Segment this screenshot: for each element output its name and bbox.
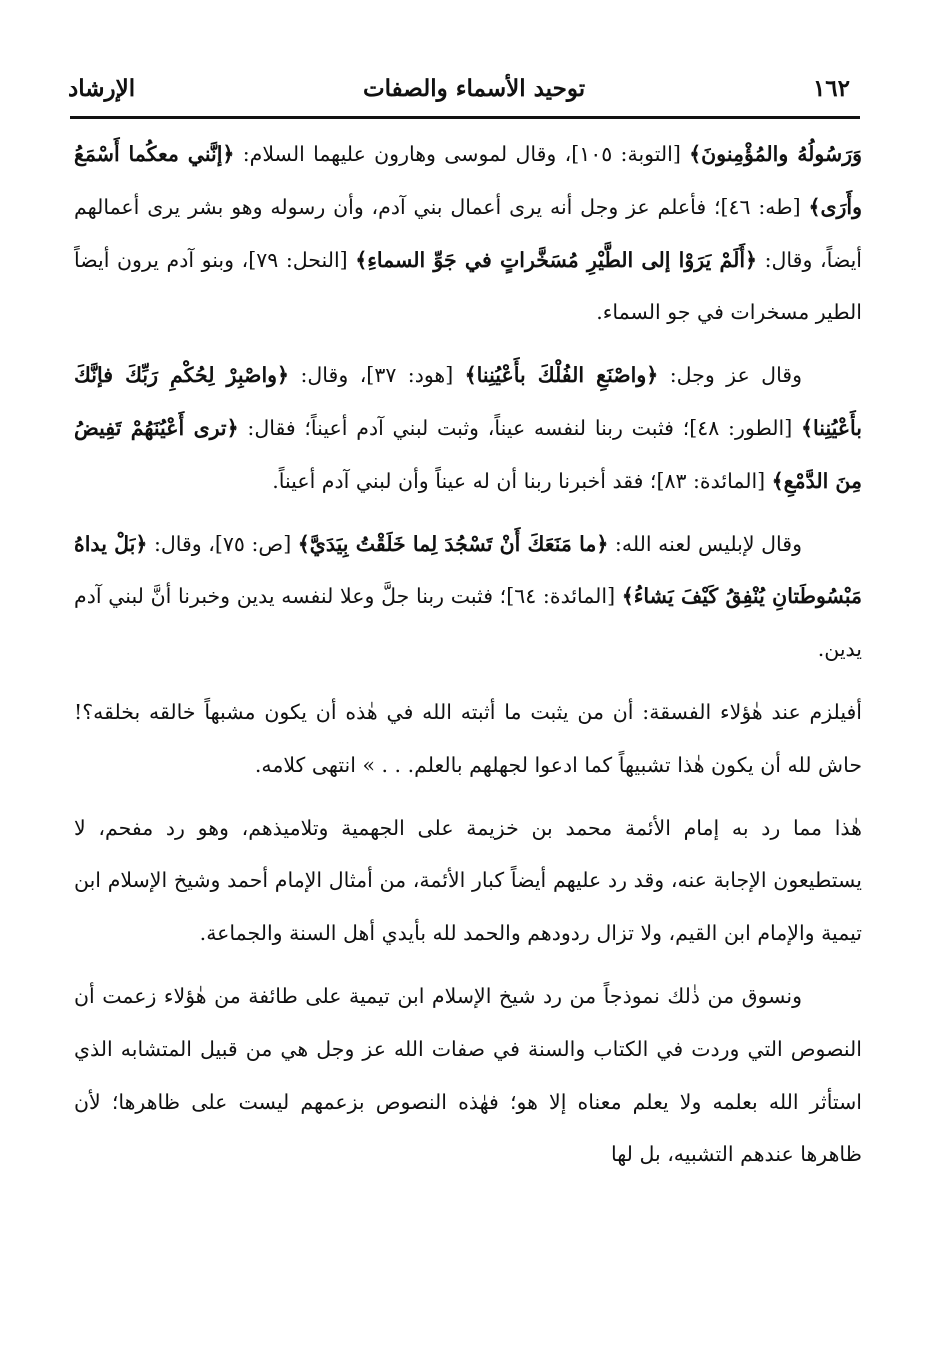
paragraph-text: [المائدة: ٨٣]؛ فقد أخبرنا ربنا أن له عيناً وأن لبني آدم أعيناً. [272, 468, 772, 493]
paragraph-text: [ص: ٧٥]، وقال: [147, 531, 298, 556]
paragraph-text: [هود: ٣٧]، وقال: [289, 363, 465, 388]
book-title: الإرشاد [68, 74, 136, 102]
paragraph-text: أفيلزم عند هٰؤلاء الفسقة: أن من يثبت ما أثبته الله في هٰذه أن يكون مشبهاً خالقه بخلقه؟! حاش لله أن يكون هٰذا تشبيهاً كما ادعوا لجهلهم بالعلم. . . » انتهى كلامه. [74, 699, 862, 777]
paragraph [74, 518, 862, 676]
paragraph [74, 349, 862, 507]
quran-quote: ﴿أَلَمْ يَرَوْا إلى الطَّيْرِ مُسَخَّراتٍ في جَوِّ السماءِ﴾ [355, 247, 758, 272]
quran-quote: ﴿واصْبِرْ لِحُكْمِ رَبِّكَ فإنَّكَ بأَعْيُنِنا﴾ [74, 363, 862, 440]
paragraph-text: [المائدة: ٦٤]؛ فثبت ربنا جلَّ وعلا لنفسه يدين وخبرنا أنَّ لبني آدم يدين. [74, 584, 862, 662]
header-rule [70, 116, 860, 119]
paragraph-text: وقال عز وجل: [658, 363, 803, 388]
paragraph [74, 802, 862, 960]
quran-quote: ﴿بَلْ يداهُ مَبْسُوطَتانِ يُنْفِقُ كَيْفَ يَشاءُ﴾ [74, 531, 862, 609]
running-title: توحيد الأسماء والصفات [362, 74, 586, 102]
paragraph-text: [النحل: ٧٩]، وبنو آدم يرون أيضاً الطير مسخرات في جو السماء. [74, 247, 862, 325]
paragraph-text: [طه: ٤٦]؛ فأعلم عز وجل أنه يرى أعمال بني آدم، وأن رسوله وهو بشر يرى أعمالهم أيضاً، وقال: [74, 194, 862, 272]
quran-quote: وَرَسُولُهُ والمُؤْمِنونَ﴾ [689, 142, 862, 166]
page-body [74, 128, 862, 1181]
paragraph-text: [التوبة: ١٠٥]، وقال لموسى وهارون عليهما السلام: [234, 142, 690, 166]
paragraph-text: هٰذا مما رد به إمام الأئمة محمد بن خزيمة على الجهمية وتلاميذهم، وهو رد مفحم، لا يستطيعون الإجابة عنه، وقد رد عليهم أيضاً كبار الأئمة، من أمثال الإمام أحمد وشيخ الإسلام ابن تيمية والإمام ابن القيم، ولا تزال ردودهم والحمد لله بأيدي أهل السنة والجماعة. [74, 815, 862, 946]
quran-quote: ﴿إنَّني معكُما أَسْمَعُ وأَرَى﴾ [74, 142, 862, 219]
quran-quote: ﴿ما مَنَعَكَ أَنْ تَسْجُدَ لِما خَلَقْتُ بِيَدَيَّ﴾ [297, 531, 609, 556]
paragraph-text: [الطور: ٤٨]؛ فثبت ربنا لنفسه عيناً، وثبت لبني آدم أعيناً؛ فقال: [238, 415, 801, 440]
quran-quote: ﴿واصْنَعِ الفُلْكَ بأَعْيُنِنا﴾ [464, 363, 659, 388]
paragraph [74, 128, 862, 339]
quran-quote: ﴿ترى أَعْيُنَهُمْ تَفِيضُ مِنَ الدَّمْعِ﴾ [74, 415, 862, 493]
paragraph [74, 686, 862, 792]
paragraph [74, 970, 862, 1181]
page-number: ١٦٢ [812, 74, 850, 102]
paragraph-text: وقال لإبليس لعنه الله: [608, 531, 802, 556]
page-header [68, 66, 850, 110]
paragraph-text: ونسوق من ذٰلك نموذجاً من رد شيخ الإسلام ابن تيمية على طائفة من هٰؤلاء زعمت أن النصوص التي وردت في الكتاب والسنة في صفات الله عز وجل هي من قبيل المتشابه الذي استأثر الله بعلمه ولا يعلم معناه إلا هو؛ فهٰذه النصوص بزعمهم ليست على ظاهرها؛ لأن ظاهرها عندهم التشبيه، بل لها [74, 983, 862, 1167]
